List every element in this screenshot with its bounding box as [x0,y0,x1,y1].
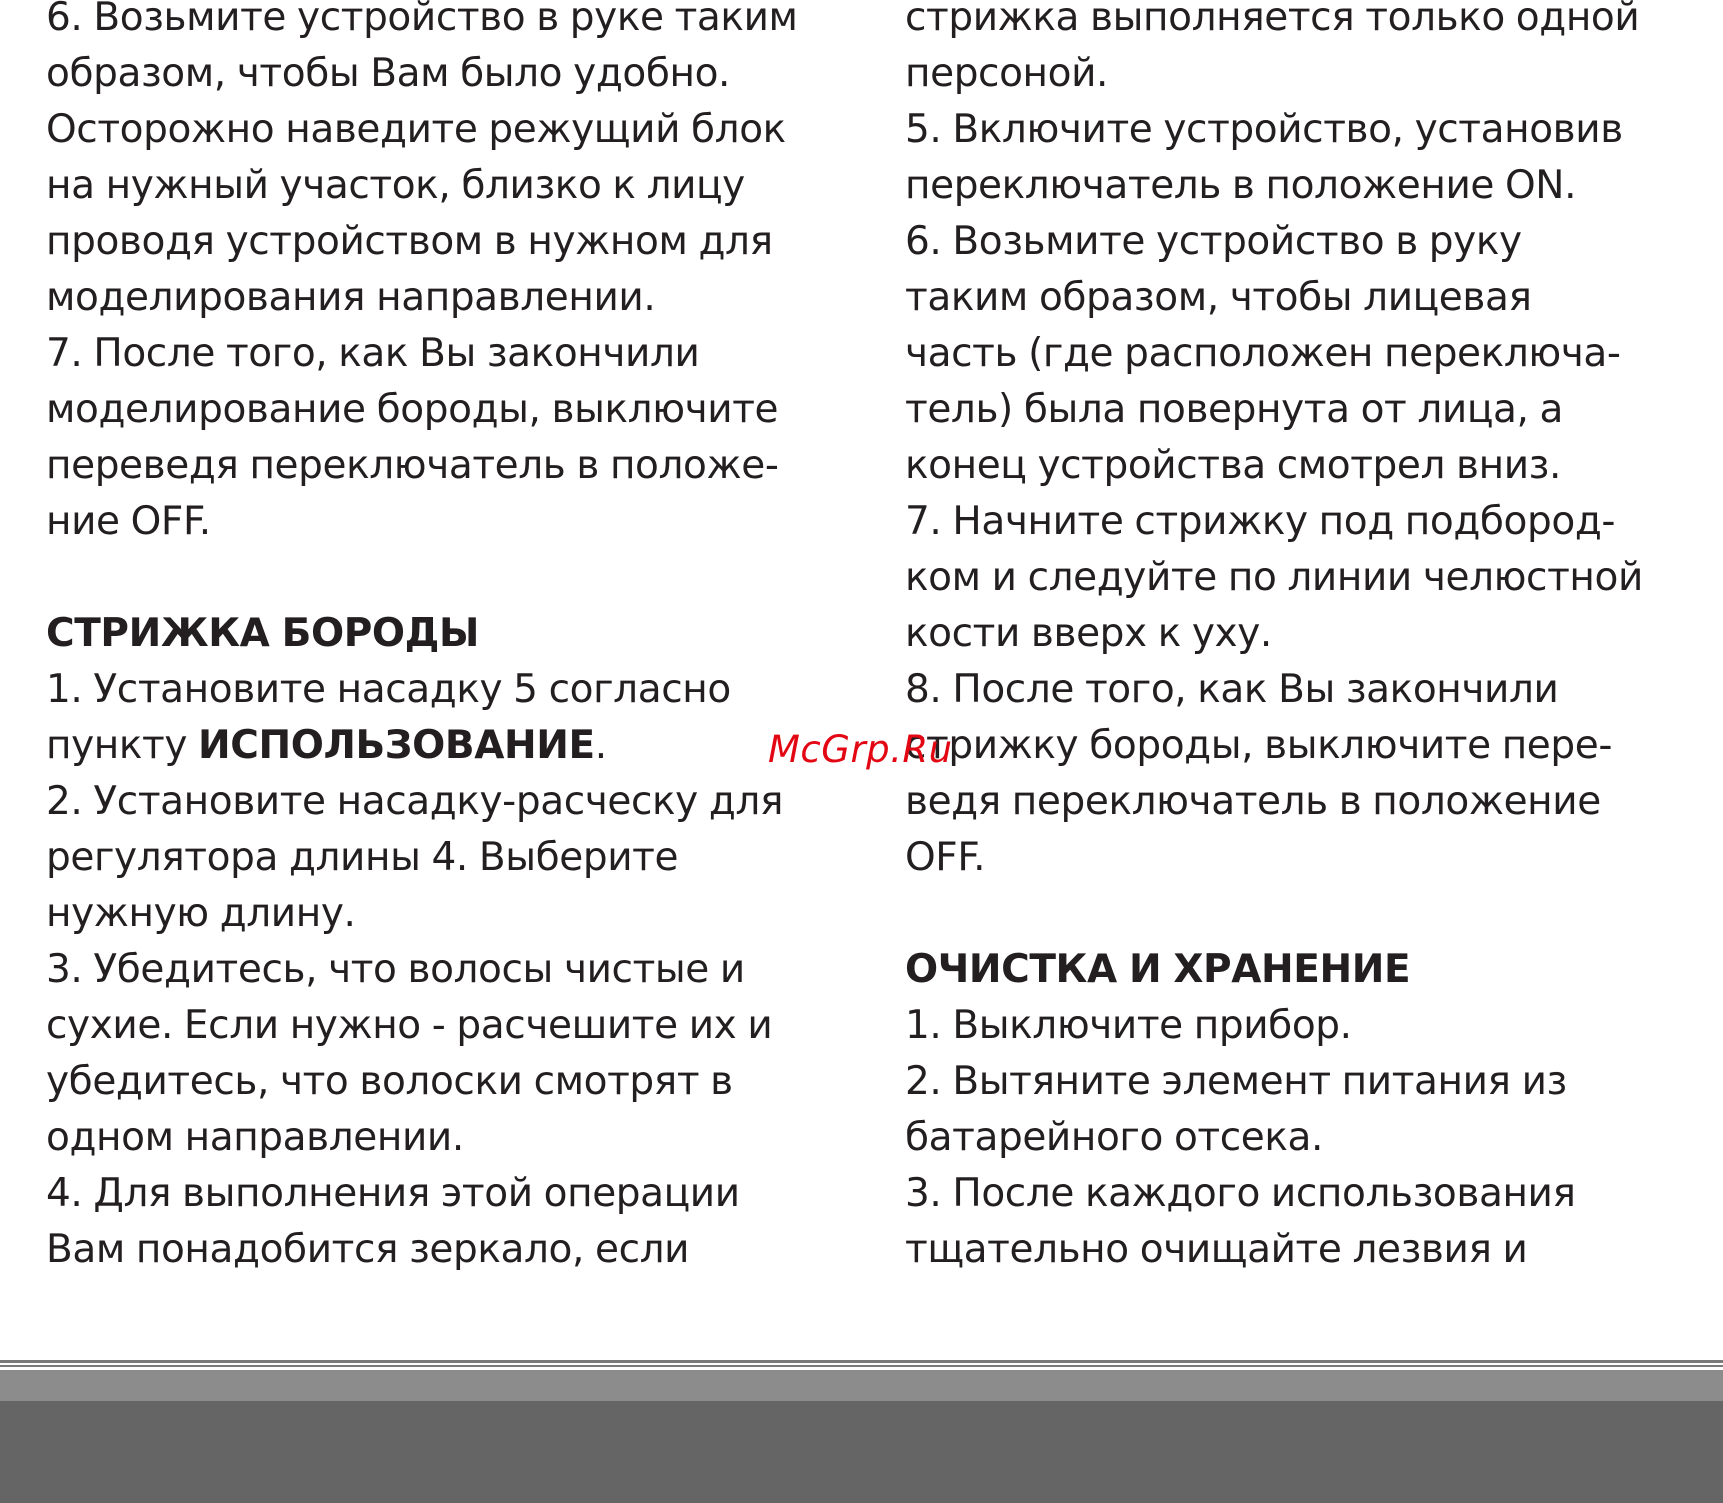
text-line: 2. Установите насадку-расческу для [46,779,784,824]
text-fragment: . [594,723,607,768]
watermark: McGrp.Ru [768,728,953,771]
text-line: тель) была повернута от лица, а [905,387,1563,432]
text-line: часть (где расположен переключа- [905,331,1621,376]
text-line: 6. Возьмите устройство в руке таким [46,0,798,40]
section-heading-beard-trimming: СТРИЖКА БОРОДЫ [46,611,479,656]
text-line: тщательно очищайте лезвия и [905,1227,1528,1272]
text-line: персоной. [905,51,1109,96]
text-line: на нужный участок, близко к лицу [46,163,745,208]
right-column [905,0,1705,1278]
footer-band [0,1401,1723,1503]
text-fragment: пункту [46,723,199,768]
text-line: Осторожно наведите режущий блок [46,107,786,152]
text-line: регулятора длины 4. Выберите [46,835,679,880]
text-line: кости вверх к уху. [905,611,1272,656]
text-line: таким образом, чтобы лицевая [905,275,1532,320]
text-line: убедитесь, что волоски смотрят в [46,1059,733,1104]
footer-divider [0,1365,1723,1367]
text-line: 5. Включите устройство, установив [905,107,1623,152]
text-line: стрижку бороды, выключите пере- [905,723,1613,768]
text-line: 7. Начните стрижку под подбород- [905,499,1616,544]
text-line: ком и следуйте по линии челюстной [905,555,1643,600]
text-line: 3. После каждого использования [905,1171,1576,1216]
text-line: переведя переключатель в положе- [46,443,779,488]
text-line-with-bold [46,718,876,774]
text-line: проводя устройством в нужном для [46,219,773,264]
text-line: ведя переключатель в положение [905,779,1601,824]
text-line: 6. Возьмите устройство в руку [905,219,1522,264]
paragraph-spacer [46,550,876,606]
text-line: Вам понадобится зеркало, если [46,1227,690,1272]
left-column [46,0,876,1278]
text-line: образом, чтобы Вам было удобно. [46,51,731,96]
text-line: переключатель в положение ON. [905,163,1577,208]
footer-band [0,1370,1723,1401]
section-heading-cleaning-storage: ОЧИСТКА И ХРАНЕНИЕ [905,947,1411,992]
text-line: 2. Вытяните элемент питания из [905,1059,1567,1104]
text-line: 7. После того, как Вы закончили [46,331,700,376]
text-line: ние OFF. [46,499,211,544]
text-line: сухие. Если нужно - расчешите их и [46,1003,773,1048]
paragraph-spacer [905,886,1705,942]
text-line: 1. Установите насадку 5 согласно [46,667,731,712]
text-line: стрижка выполняется только одной [905,0,1640,40]
text-line: нужную длину. [46,891,356,936]
text-line: моделирование бороды, выключите [46,387,779,432]
text-line: OFF. [905,835,986,880]
text-line: конец устройства смотрел вниз. [905,443,1561,488]
footer-divider [0,1360,1723,1363]
text-line: одном направлении. [46,1115,464,1160]
bold-reference: ИСПОЛЬЗОВАНИЕ [198,723,595,768]
text-line: 3. Убедитесь, что волосы чистые и [46,947,745,992]
text-line: 8. После того, как Вы закончили [905,667,1559,712]
text-line: 1. Выключите прибор. [905,1003,1352,1048]
text-line: моделирования направлении. [46,275,656,320]
text-line: батарейного отсека. [905,1115,1324,1160]
text-line: 4. Для выполнения этой операции [46,1171,740,1216]
